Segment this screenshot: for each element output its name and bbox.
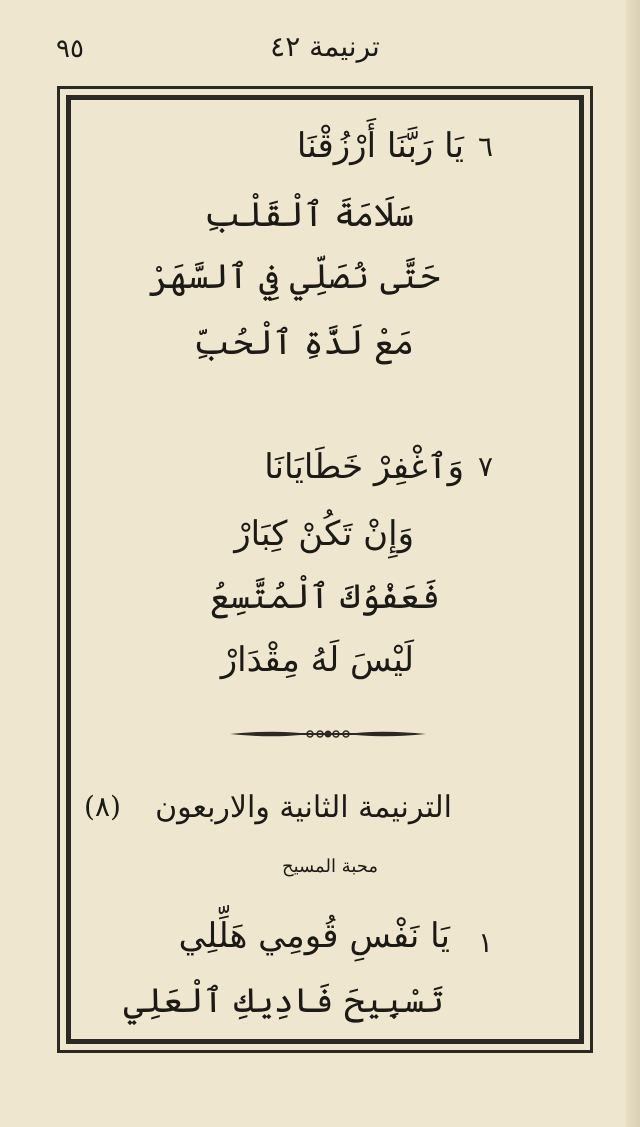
verse-number-6: ٦: [478, 130, 494, 163]
stanza-7-line-2: وَإِنْ تَكُنْ كِبَارْ: [234, 514, 414, 554]
ornament-divider: [230, 727, 426, 741]
stanza-7-line-3: فَعَفْوُكَ ٱلْمُتَّسِعُ: [210, 577, 440, 617]
stanza-6-line-1: يَا رَبَّنَا أَرْزُقْنَا: [296, 126, 464, 166]
hymn-number: (٨): [84, 790, 121, 823]
stanza-6-line-4: مَعْ لَذَّةِ ٱلْحُبِّ: [193, 323, 414, 363]
stanza-7-line-1: وَٱغْفِرْ خَطَايَانَا: [264, 447, 464, 487]
hymn-subtitle: محبة المسيح: [281, 856, 379, 877]
stanza-6-line-2: سَلَامَةَ ٱلْقَلْبِ: [203, 195, 414, 235]
stanza-7-line-4: لَيْسَ لَهُ مِقْدَارْ: [220, 640, 414, 680]
hymn-title: الترنيمة الثانية والاربعون: [155, 790, 452, 825]
page-edge: [626, 0, 640, 1127]
stanza-6-line-3: حَتَّى نُصَلِّي فِي ٱلسَّهَرْ: [148, 257, 440, 297]
verse-number-1: ١: [478, 926, 494, 959]
print-speck: [236, 1040, 239, 1043]
hymn-stanza-1-line-1: يَا نَفْسِ قُومِي هَلِّلِي: [178, 916, 450, 956]
page-header-title: ترنيمة ٤٢: [270, 30, 380, 63]
verse-number-7: ٧: [478, 450, 494, 483]
page-number: ٩٥: [56, 34, 84, 64]
page-frame-inner: [66, 95, 584, 1044]
hymn-stanza-1-line-2: تَسْبِيحَ فَادِيكِ ٱلْعَلِي: [123, 981, 444, 1021]
